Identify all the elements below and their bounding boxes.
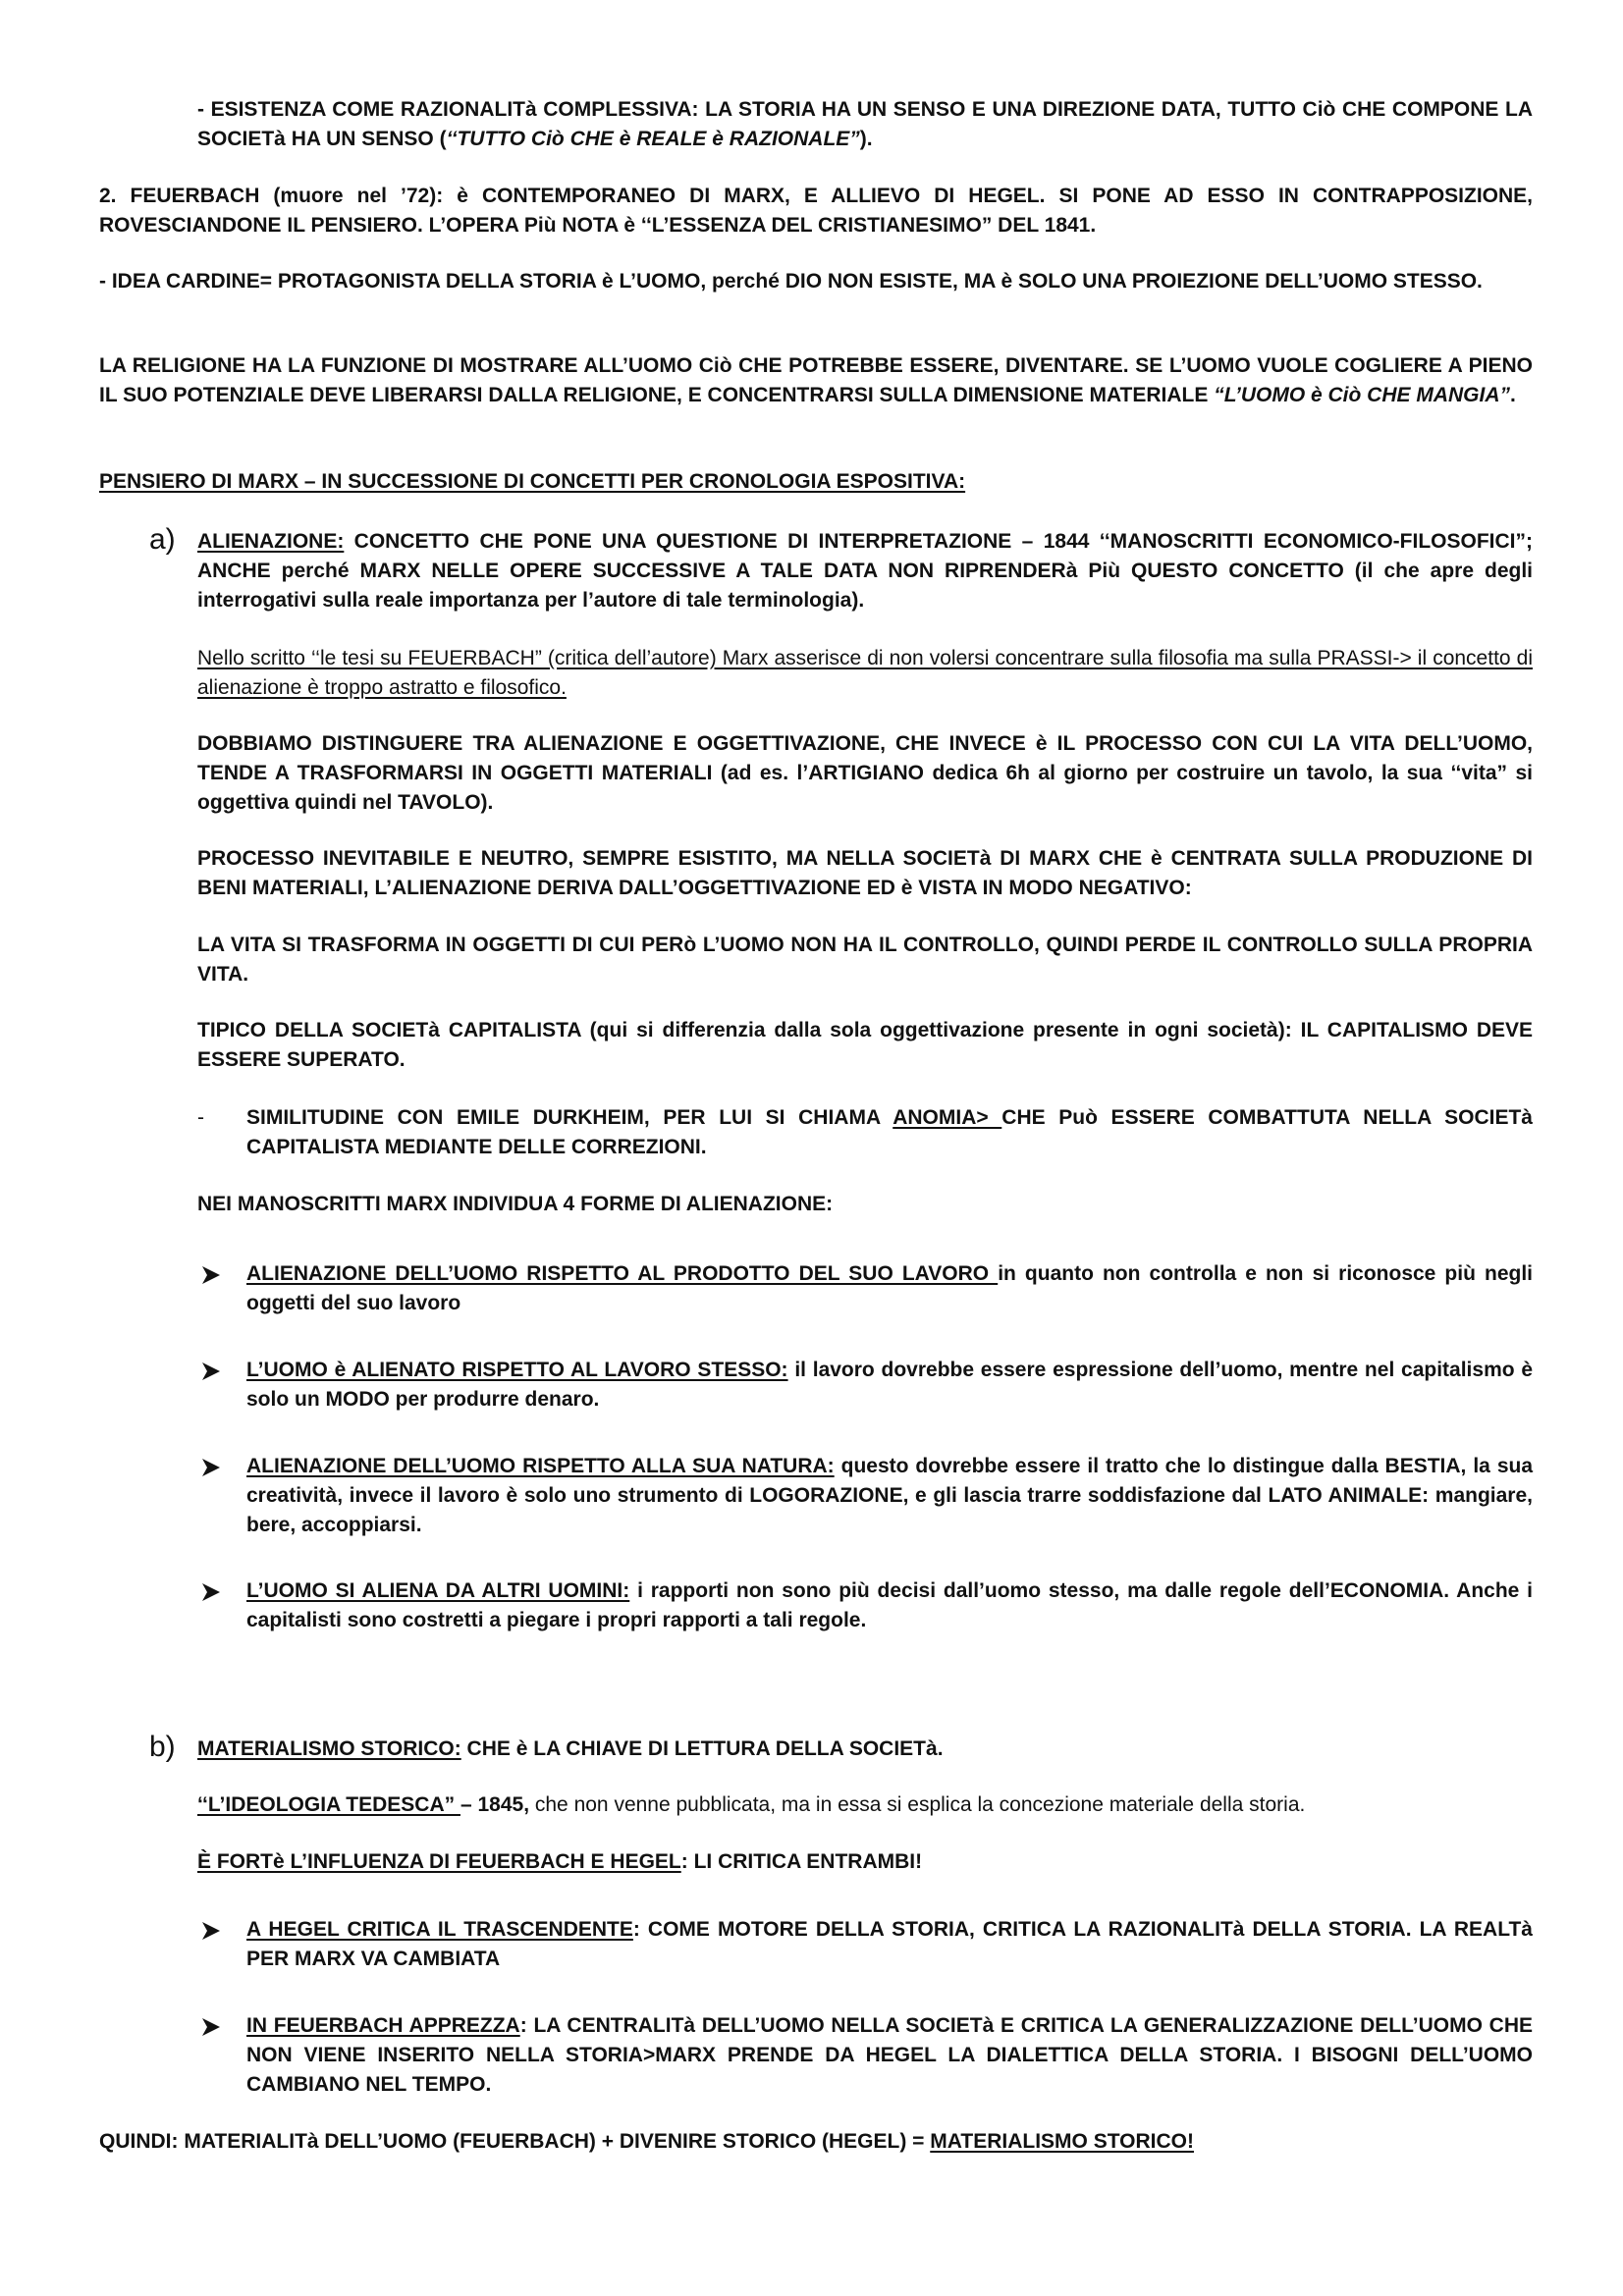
section-b-marker: b) (149, 1731, 176, 1763)
capitalista-paragraph: TIPICO DELLA SOCIETà CAPITALISTA (qui si differenzia dalla sola oggettivazione presente in ogni società): IL CAPITALISMO DEVE ESSERE SUPERATO. (197, 1019, 1534, 1071)
section-heading: PENSIERO DI MARX – IN SUCCESSIONE DI CONCETTI PER CRONOLOGIA ESPOSITIVA: (99, 470, 966, 493)
conclusion: QUINDI: MATERIALITà DELL’UOMO (FEUERBACH) + DIVENIRE STORICO (HEGEL) = MATERIALISMO STORICO! (99, 2130, 1194, 2153)
vita-paragraph: LA VITA SI TRASFORMA IN OGGETTI DI CUI PERò L’UOMO NON HA IL CONTROLLO, QUINDI PERDE IL CONTROLLO SULLA PROPRIA VITA. (197, 934, 1533, 986)
materialismo-paragraph: MATERIALISMO STORICO: CHE è LA CHIAVE DI LETTURA DELLA SOCIETà. (197, 1737, 944, 1760)
alienation-form-3: ALIENAZIONE DELL’UOMO RISPETTO ALLA SUA NATURA: questo dovrebbe essere il tratto che lo distingue dalla BESTIA, la sua creatività, invece il lavoro è solo uno strumento di LOGORAZIONE, e gli lascia trarre soddisfazione dal LATO ANIMALE: mangiare, bere, accoppiarsi. (246, 1455, 1534, 1536)
forms-intro: NEI MANOSCRITTI MARX INDIVIDUA 4 FORME DI ALIENAZIONE: (197, 1193, 834, 1215)
alienation-form-1: ALIENAZIONE DELL’UOMO RISPETTO AL PRODOTTO DEL SUO LAVORO in quanto non controlla e non si riconosce più negli oggetti del suo lavoro (246, 1262, 1533, 1314)
alienazione-paragraph: ALIENAZIONE: CONCETTO CHE PONE UNA QUESTIONE DI INTERPRETAZIONE – 1844 ‘‘MANOSCRITTI ECONOMICO-FILOSOFICI”; ANCHE perché MARX NELLE OPERE SUCCESSIVE A TALE DATA NON RIPRENDERà Più QUESTO CONCETTO (il che apre degli interrogativi sulla reale importanza per l’autore di tale terminologia). (197, 530, 1533, 612)
intro-paragraph-2: 2. FEUERBACH (muore nel ’72): è CONTEMPORANEO DI MARX, E ALLIEVO DI HEGEL. SI PONE AD ESSO IN CONTRAPPOSIZIONE, ROVESCIANDONE IL PENSIERO. L’OPERA Più NOTA è ‘‘L’ESSENZA DEL CRISTIANESIMO” DEL 1841. (99, 185, 1533, 237)
intro-paragraph-1: - ESISTENZA COME RAZIONALITà COMPLESSIVA: LA STORIA HA UN SENSO E UNA DIREZIONE DATA, TUTTO Ciò CHE COMPONE LA SOCIETà HA UN SENSO (‘‘TUTTO Ciò CHE è REALE è RAZIONALE”). (197, 98, 1533, 150)
intro-paragraph-3: - IDEA CARDINE= PROTAGONISTA DELLA STORIA è L’UOMO, perché DIO NON ESISTE, MA è SOLO UNA PROIEZIONE DELL’UOMO STESSO. (99, 270, 1483, 293)
feuerbach-item: IN FEUERBACH APPREZZA: LA CENTRALITà DELL’UOMO NELLA SOCIETà E CRITICA LA GENERALIZZAZIONE DELL’UOMO CHE NON VIENE INSERITO NELLA STORIA>MARX PRENDE DA HEGEL LA DIALETTICA DELLA STORIA. I BISOGNI DELL’UOMO CAMBIANO NEL TEMPO. (246, 2014, 1533, 2096)
arrow-bullet-icon (200, 1457, 222, 1478)
arrow-bullet-icon (200, 2016, 222, 2038)
alienation-form-4: L’UOMO SI ALIENA DA ALTRI UOMINI: i rapporti non sono più decisi dall’uomo stesso, ma dalle regole dell’ECONOMIA. Anche i capitalisti sono costretti a piegare i propri rapporti a tali regole. (246, 1579, 1533, 1631)
arrow-bullet-icon (200, 1361, 222, 1382)
arrow-bullet-icon (200, 1581, 222, 1603)
ideologia-paragraph: ‘‘L’IDEOLOGIA TEDESCA” – 1845, che non venne pubblicata, ma in essa si esplica la concezione materiale della storia. (197, 1793, 1306, 1816)
processo-paragraph: PROCESSO INEVITABILE E NEUTRO, SEMPRE ESISTITO, MA NELLA SOCIETà DI MARX CHE è CENTRATA SULLA PRODUZIONE DI BENI MATERIALI, L’ALIENAZIONE DERIVA DALL’OGGETTIVAZIONE ED è VISTA IN MODO NEGATIVO: (197, 847, 1533, 899)
influenza-paragraph: È FORTè L’INFLUENZA DI FEUERBACH E HEGEL: LI CRITICA ENTRAMBI! (197, 1850, 923, 1873)
dash-bullet: - (197, 1106, 204, 1129)
section-a-marker: a) (149, 523, 176, 556)
hegel-item: A HEGEL CRITICA IL TRASCENDENTE: COME MOTORE DELLA STORIA, CRITICA LA RAZIONALITà DELLA STORIA. LA REALTà PER MARX VA CAMBIATA (246, 1918, 1533, 1970)
intro-paragraph-4: LA RELIGIONE HA LA FUNZIONE DI MOSTRARE ALL’UOMO Ciò CHE POTREBBE ESSERE, DIVENTARE. SE L’UOMO VUOLE COGLIERE A PIENO IL SUO POTENZIALE DEVE LIBERARSI DALLA RELIGIONE, E CONCENTRARSI SULLA DIMENSIONE MATERIALE “L’UOMO è Ciò CHE MANGIA”. (99, 354, 1533, 406)
arrow-bullet-icon (200, 1264, 222, 1286)
durkheim-item: SIMILITUDINE CON EMILE DURKHEIM, PER LUI SI CHIAMA ANOMIA> CHE Può ESSERE COMBATTUTA NELLA SOCIETà CAPITALISTA MEDIANTE DELLE CORREZIONI. (246, 1106, 1533, 1158)
tesi-feuerbach-paragraph: Nello scritto ‘‘le tesi su FEUERBACH” (critica dell’autore) Marx asserisce di non volersi concentrare sulla filosofia ma sulla PRASSI-> il concetto di alienazione è troppo astratto e filosofico. (197, 647, 1533, 699)
arrow-bullet-icon (200, 1920, 222, 1942)
oggettivazione-paragraph: DOBBIAMO DISTINGUERE TRA ALIENAZIONE E OGGETTIVAZIONE, CHE INVECE è IL PROCESSO CON CUI LA VITA DELL’UOMO, TENDE A TRASFORMARSI IN OGGETTI MATERIALI (ad es. l’ARTIGIANO dedica 6h al giorno per costruire un tavolo, la sua ‘‘vita” si oggettiva quindi nel TAVOLO). (197, 732, 1533, 814)
alienation-form-2: L’UOMO è ALIENATO RISPETTO AL LAVORO STESSO: il lavoro dovrebbe essere espressione dell’uomo, mentre nel capitalismo è solo un MODO per produrre denaro. (246, 1359, 1533, 1411)
